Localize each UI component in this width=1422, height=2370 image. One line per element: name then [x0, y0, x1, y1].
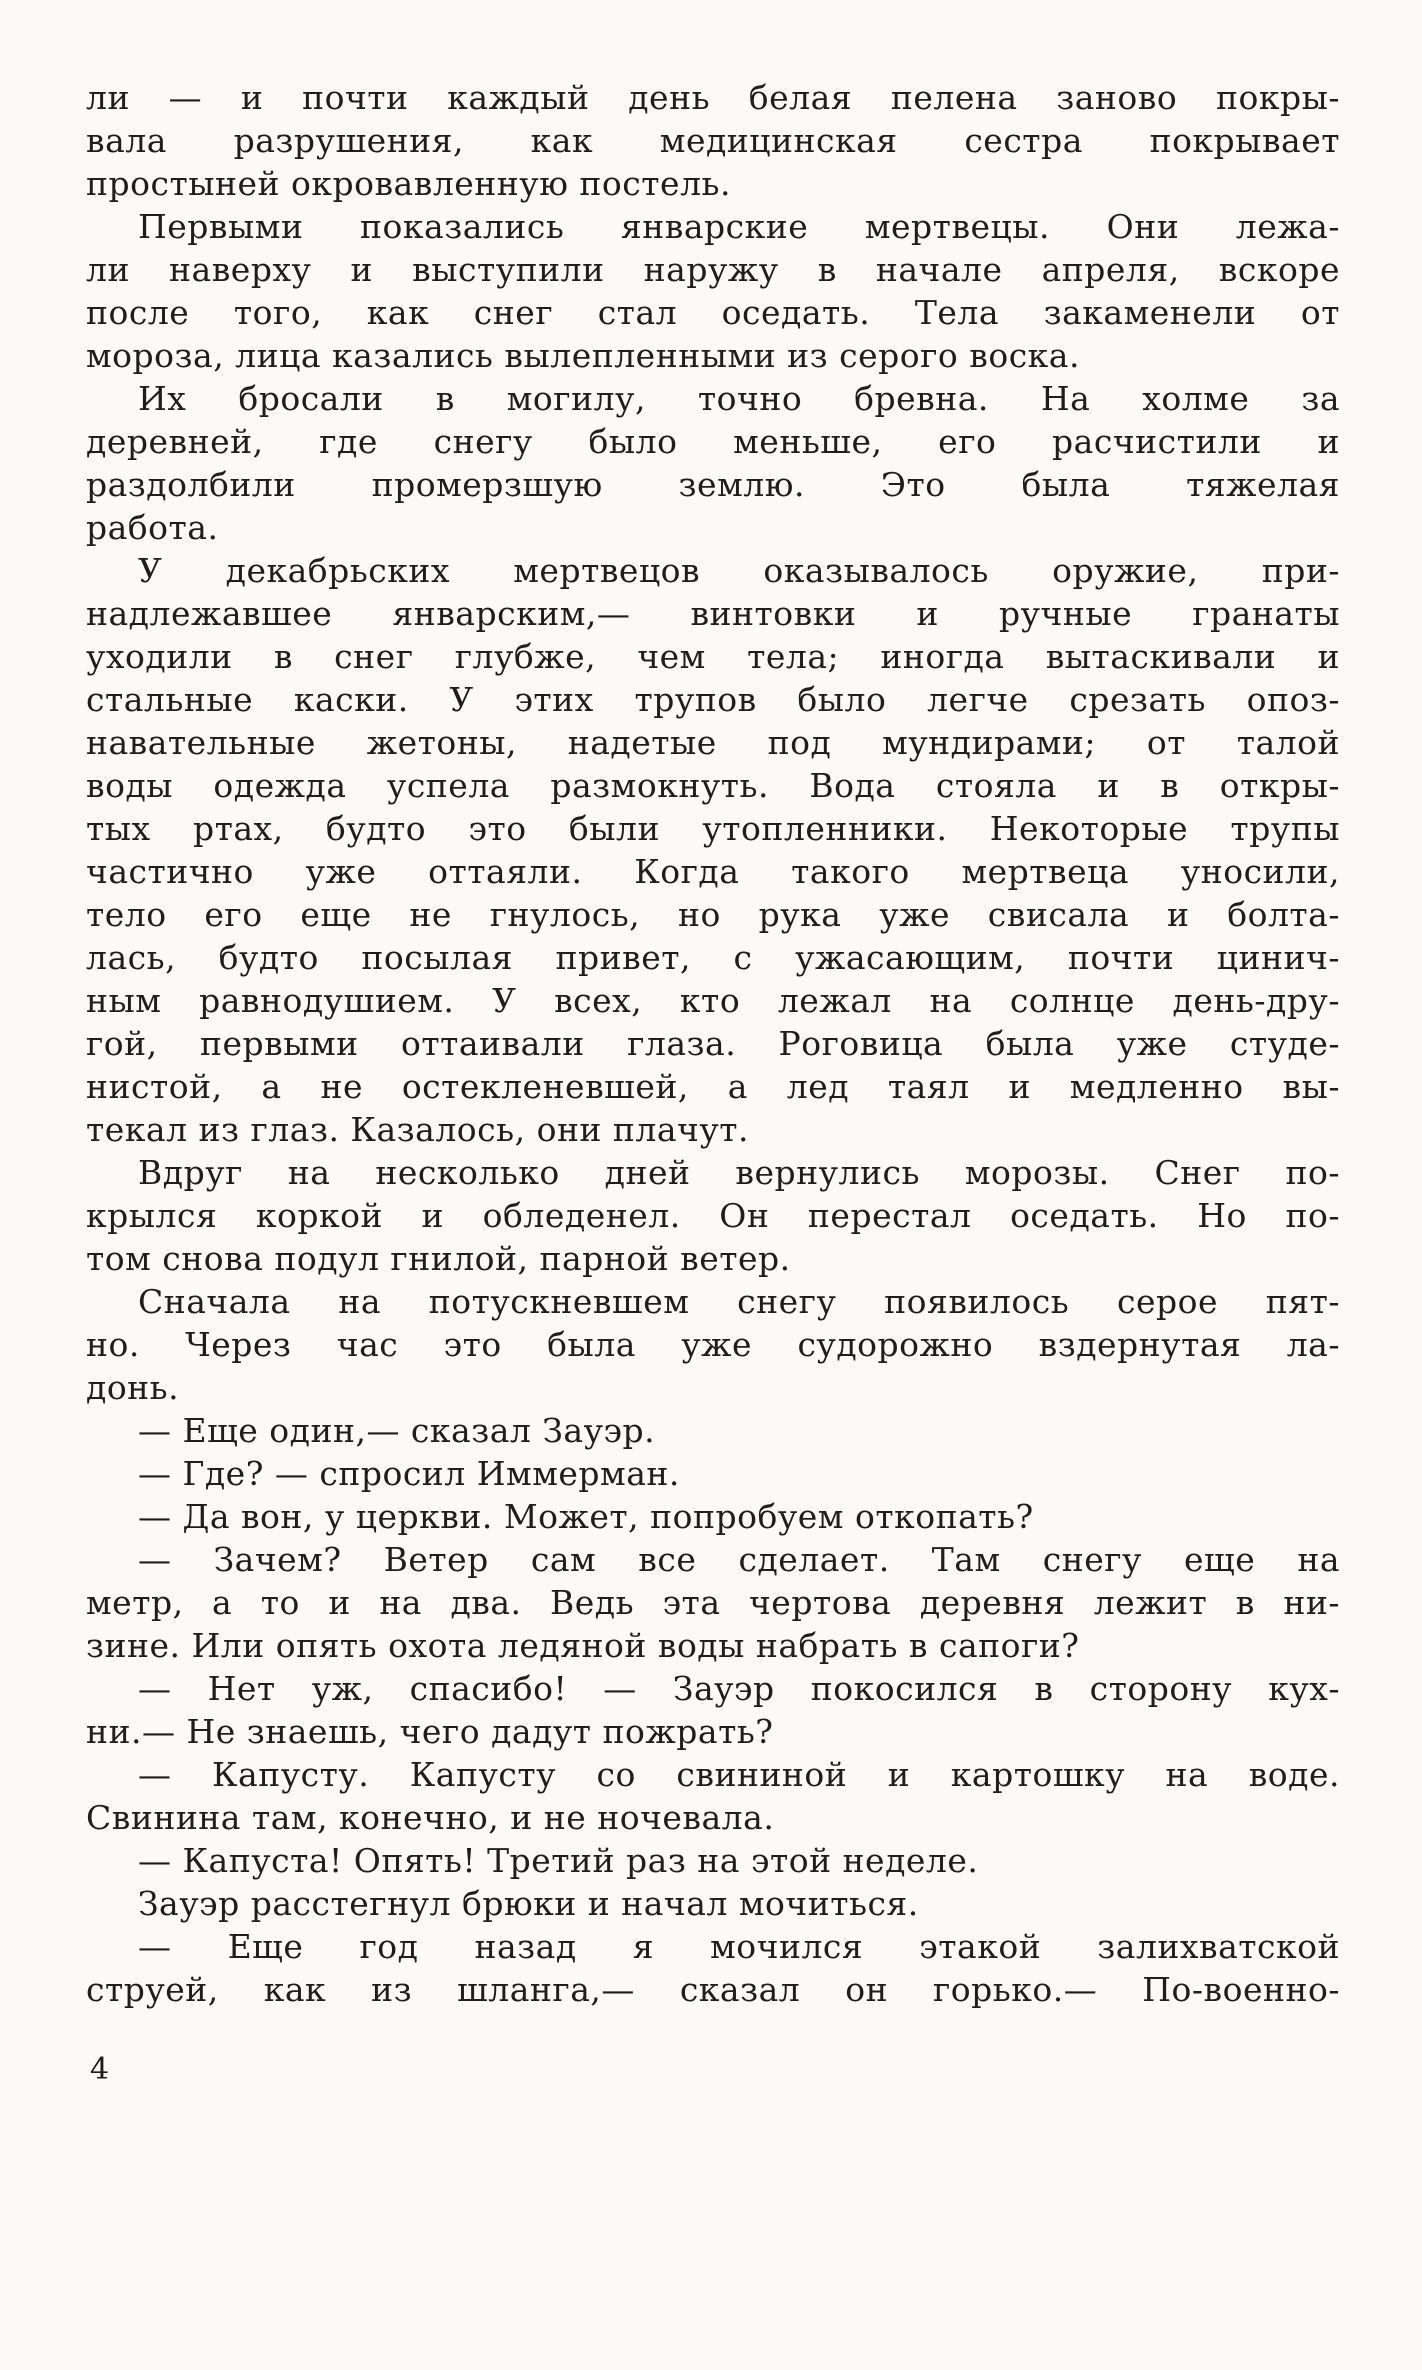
paragraph [86, 1151, 1340, 1280]
text-line: простыней окровавленную постель. [86, 164, 731, 203]
paragraph [86, 549, 1340, 1151]
text-line: деревней, где снегу было меньше, его расчистили и [86, 422, 1340, 461]
text-line: ли наверху и выступили наружу в начале апреля, вскоре [86, 250, 1340, 289]
text-line: струей, как из шланга,— сказал он горько.— По-военно- [86, 1970, 1340, 2009]
text-line: лась, будто посылая привет, с ужасающим, почти цинич- [86, 938, 1340, 977]
page-number: 4 [90, 2052, 110, 2087]
text-line: ли — и почти каждый день белая пелена заново покры- [86, 78, 1340, 117]
paragraph [86, 1882, 1340, 1925]
text-line: — Еще год назад я мочился этакой залихватской [138, 1927, 1340, 1966]
text-line: зине. Или опять охота ледяной воды набрать в сапоги? [86, 1626, 1080, 1665]
text-line: гой, первыми оттаивали глаза. Роговица была уже студе- [86, 1024, 1340, 1063]
paragraph [86, 1753, 1340, 1839]
paragraph [86, 1280, 1340, 1409]
text-line: работа. [86, 508, 219, 547]
text-line: — Где? — спросил Иммерман. [138, 1454, 680, 1493]
text-line: мороза, лица казались вылепленными из серого воска. [86, 336, 1080, 375]
paragraph [86, 1667, 1340, 1753]
text-line: тых ртах, будто это были утопленники. Некоторые трупы [86, 809, 1340, 848]
text-line: — Да вон, у церкви. Может, попробуем откопать? [138, 1497, 1034, 1536]
text-line: Свинина там, конечно, и не ночевала. [86, 1798, 775, 1837]
paragraph [86, 76, 1340, 205]
page-text [86, 76, 1340, 2011]
text-line: Их бросали в могилу, точно бревна. На холме за [138, 379, 1340, 418]
text-line: текал из глаз. Казалось, они плачут. [86, 1110, 750, 1149]
text-line: — Капусту. Капусту со свининой и картошку на воде. [138, 1755, 1340, 1794]
text-line: — Капуста! Опять! Третий раз на этой неделе. [138, 1841, 979, 1880]
paragraph [86, 1538, 1340, 1667]
text-line: У декабрьских мертвецов оказывалось оружие, при- [138, 551, 1340, 590]
text-line: том снова подул гнилой, парной ветер. [86, 1239, 791, 1278]
paragraph [86, 1495, 1340, 1538]
text-line: — Зачем? Ветер сам все сделает. Там снегу еще на [138, 1540, 1340, 1579]
text-line: нистой, а не остекленевшей, а лед таял и медленно вы- [86, 1067, 1340, 1106]
text-line: частично уже оттаяли. Когда такого мертвеца уносили, [86, 852, 1340, 891]
text-line: но. Через час это была уже судорожно вздернутая ла- [86, 1325, 1340, 1364]
text-line: раздолбили промерзшую землю. Это была тяжелая [86, 465, 1340, 504]
text-line: стальные каски. У этих трупов было легче срезать опоз- [86, 680, 1340, 719]
text-line: после того, как снег стал оседать. Тела закаменели от [86, 293, 1340, 332]
text-line: Вдруг на несколько дней вернулись морозы. Снег по- [138, 1153, 1340, 1192]
paragraph [86, 377, 1340, 549]
paragraph [86, 1409, 1340, 1452]
text-line: Первыми показались январские мертвецы. Они лежа- [138, 207, 1340, 246]
paragraph [86, 205, 1340, 377]
text-line: воды одежда успела размокнуть. Вода стояла и в откры- [86, 766, 1340, 805]
paragraph [86, 1839, 1340, 1882]
paragraph [86, 1452, 1340, 1495]
text-line: тело его еще не гнулось, но рука уже свисала и болта- [86, 895, 1340, 934]
text-line: донь. [86, 1368, 180, 1407]
text-line: крылся коркой и обледенел. Он перестал оседать. Но по- [86, 1196, 1340, 1235]
text-line: ни.— Не знаешь, чего дадут пожрать? [86, 1712, 774, 1751]
text-line: Сначала на потускневшем снегу появилось серое пят- [138, 1282, 1340, 1321]
text-line: навательные жетоны, надетые под мундирами; от талой [86, 723, 1340, 762]
text-line: ным равнодушием. У всех, кто лежал на солнце день-дру- [86, 981, 1340, 1020]
text-line: надлежавшее январским,— винтовки и ручные гранаты [86, 594, 1340, 633]
paragraph [86, 1925, 1340, 2011]
text-line: Зауэр расстегнул брюки и начал мочиться. [138, 1884, 919, 1923]
text-line: уходили в снег глубже, чем тела; иногда вытаскивали и [86, 637, 1340, 676]
text-line: — Нет уж, спасибо! — Зауэр покосился в сторону кух- [138, 1669, 1340, 1708]
text-line: — Еще один,— сказал Зауэр. [138, 1411, 656, 1450]
text-line: метр, а то и на два. Ведь эта чертова деревня лежит в ни- [86, 1583, 1340, 1622]
text-line: вала разрушения, как медицинская сестра покрывает [86, 121, 1340, 160]
